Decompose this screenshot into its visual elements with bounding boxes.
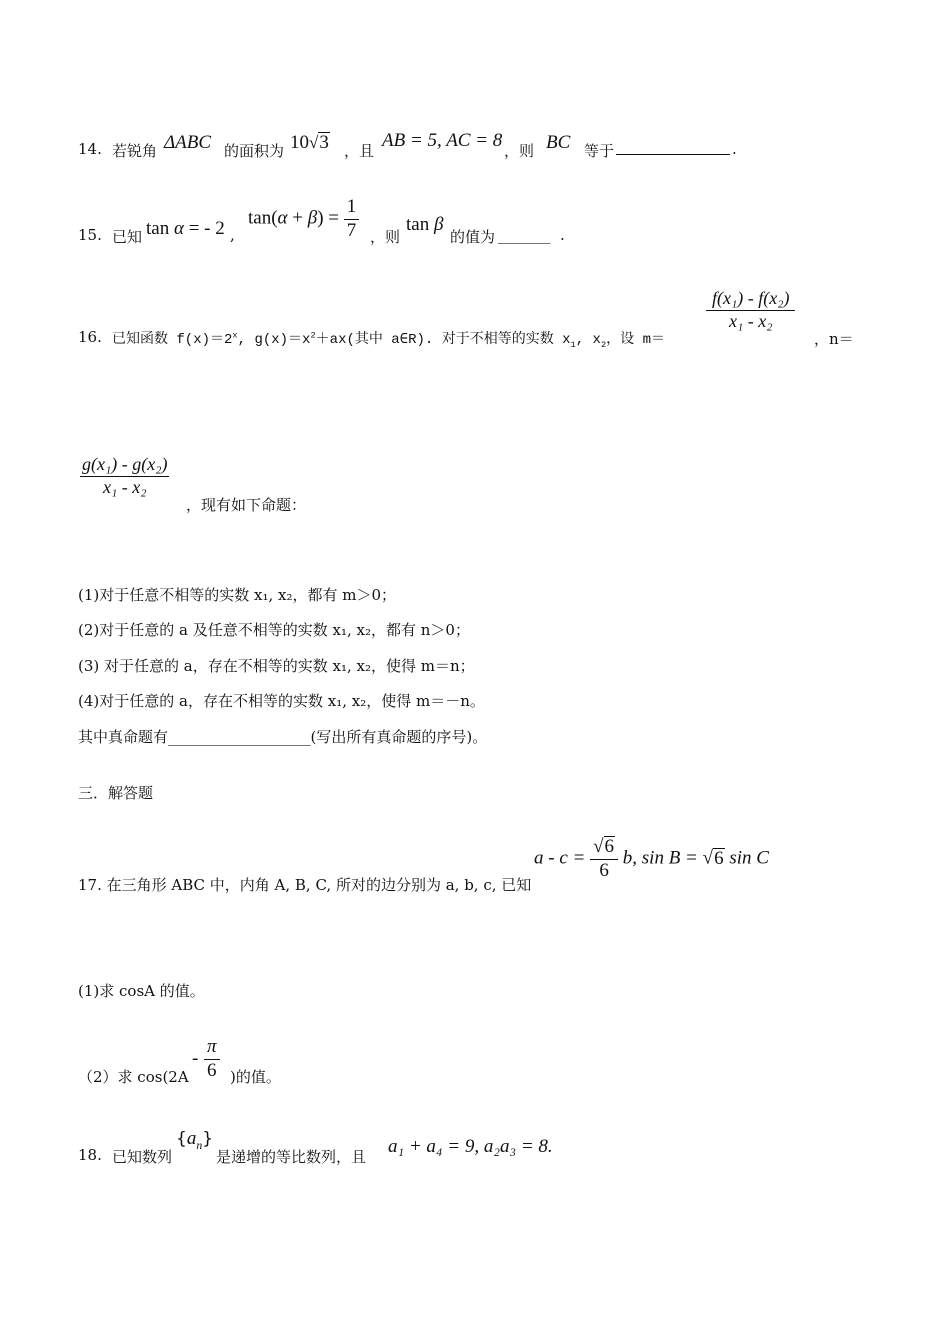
period: . — [560, 226, 565, 244]
question-text: 已知 — [112, 228, 143, 246]
question-text: 是递增的等比数列，且 — [216, 1148, 367, 1166]
period: . — [732, 140, 737, 158]
minus-sign: - — [192, 1048, 199, 1069]
pi-over-6: $\frac{\pi}{6}$ — [204, 1036, 220, 1083]
prop-2: (2)对于任意的 a 及任意不相等的实数 x₁, x₂，都有 n＞0； — [78, 621, 470, 639]
question-number: 18. — [78, 1146, 102, 1164]
answer-line — [78, 726, 487, 747]
m-fraction: $\frac{\text{f(x₁) - f(x₂)}}{\text{x₁ - x₂}}$ — [706, 288, 795, 332]
prop-3: (3) 对于任意的 a，存在不相等的实数 x₁, x₂，使得 m＝n； — [78, 657, 475, 675]
question-text: 等于 — [584, 142, 615, 160]
n-fraction: $\frac{\text{g(x₁) - g(x₂)}}{\text{x₁ - x₂}}$ — [82, 454, 168, 497]
answer-blank[interactable]: ___________________ — [168, 728, 311, 746]
tan-alpha-expression: tan α = - 2 — [146, 218, 225, 239]
question-text: 已知函数 $f(x)=2^x$, $g(x)=x^2+ax$(其中 a∈R). 对于不相等的实数 $x_1$, $x_2$，设 m＝ — [112, 330, 665, 350]
question-text: 的面积为 — [224, 142, 285, 160]
section-title: 三．解答题 — [78, 784, 154, 802]
sequence-an: $\{a_n\}$ — [176, 1128, 214, 1152]
triangle-abc: ΔABC — [164, 132, 212, 153]
prop-4: (4)对于任意的 a，存在不相等的实数 x₁, x₂，使得 m＝－n。 — [78, 692, 485, 710]
answer-blank[interactable]: _______ — [498, 226, 551, 244]
question-16-line1 — [78, 288, 878, 348]
question-text: 17. 在三角形 ABC 中，内角 A, B, C, 所对的边分别为 a, b, c, 已知 — [78, 876, 532, 894]
side-condition: AB = 5, AC = 8 — [382, 130, 503, 151]
part-text: （2）求 cos(2A — [78, 1068, 189, 1086]
question-number: 16. — [78, 328, 102, 346]
question-text: 的值为 — [450, 228, 496, 246]
answer-suffix: (写出所有真命题的序号)。 — [310, 728, 488, 746]
question-text: ，则 — [370, 228, 401, 246]
tan-sum-expression: tan(α + β) = $\frac{1}{7}$ — [248, 196, 359, 243]
tan-beta: tan β — [406, 214, 444, 235]
sequence-condition: a₁ + a₄ = 9, a₂a₃ = 8. — [388, 1136, 553, 1157]
question-number: 14. — [78, 140, 102, 158]
n-equals: ，n＝ — [814, 330, 854, 348]
question-text: 若锐角 — [112, 142, 158, 160]
answer-blank[interactable] — [616, 140, 730, 155]
question-17 — [78, 836, 878, 896]
prop-1: (1)对于任意不相等的实数 x₁, x₂，都有 m＞0； — [78, 586, 397, 604]
part-text: )的值。 — [230, 1068, 281, 1086]
q17-part-1: (1)求 cosA 的值。 — [78, 982, 205, 1000]
question-text: ，且 — [344, 142, 375, 160]
question-number: 15. — [78, 226, 102, 244]
area-expression: 10√3 — [290, 132, 329, 153]
question-text: ，现有如下命题： — [186, 496, 307, 514]
comma: , — [230, 226, 235, 244]
question-text: ，则 — [504, 142, 535, 160]
question-text: 已知数列 — [112, 1148, 173, 1166]
side-bc: BC — [546, 132, 571, 153]
condition-expression: a - c = $\frac{√6}{6}$ b, sin B = √6 sin C — [534, 836, 769, 881]
answer-prefix: 其中真命题有 — [78, 728, 169, 746]
